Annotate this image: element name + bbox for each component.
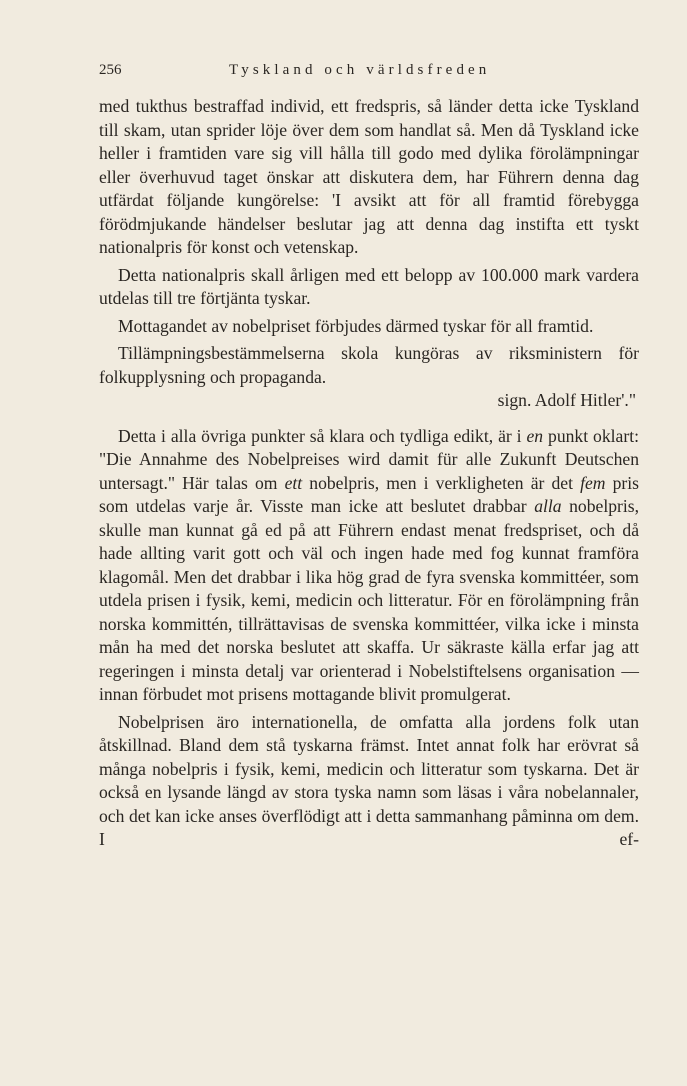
paragraph-5-text-e: nobelpris, skulle man kunnat gå ed på att Führern endast menat fredspriset, och då hade allting varit gott och väl och ingen hade med fog kunnat framföra klagomål. Men det drabbar i lika hög grad de fyra svenska kommittéer, som utdela prisen i fysik, kemi, medicin och litteratur. För en förolämpning från norska kommittén, tillrättavisas de svenska kommittéer, vilka icke i minsta mån ha med det norska beslutet att skaffa. Ur säkraste källa erfar jag att regeringen i minsta detalj var orienterad i Nobelstiftelsens organisation — innan förbudet mot prisens mottagande blivit promulgerat.	[99, 496, 639, 704]
running-head	[99, 60, 639, 86]
paragraph-5-text-c: nobelpris, men i verkligheten är det	[302, 472, 581, 493]
signature: sign. Adolf Hitler'."	[497, 390, 636, 410]
paragraph-1: med tukthus bestraffad individ, ett fredspris, så länder detta icke Tyskland till skam, utan sprider löje över dem som handlat så. Men då Tyskland icke heller i framtiden vare sig vill hålla till godo med dylika förolämpningar eller överhuvud taget önskar att diskutera dem, har Führern denna dag utfärdat följande kungörelse: 'I avsikt att för all framtid förebygga förödmjukande händelser beslutar jag att denna dag instifta ett tyskt nationalpris för konst och vetenskap.	[99, 96, 639, 257]
paragraph-4: Tillämpningsbestämmelserna skola kungöras av riksministern för folkupplysning och propaganda.	[99, 343, 639, 387]
page-number: 256	[99, 62, 122, 78]
running-title: Tyskland och världsfreden	[229, 62, 491, 78]
paragraph-2: Detta nationalpris skall årligen med ett belopp av 100.000 mark vardera utdelas till tre förtjänta tyskar.	[99, 264, 639, 308]
paragraph-5-text-d: pris som utdelas varje år. Visste man icke att beslutet drabbar	[99, 472, 639, 516]
paragraph-5-emphasis-alla: alla	[534, 496, 562, 516]
paragraph-6: Nobelprisen äro internationella, de omfatta alla jordens folk utan åtskillnad. Bland dem stå tyskarna främst. Intet annat folk har erövrat så många nobelpris i fysik, kemi, medicin och litteratur som tyskarna. Det är också en lysande längd av stora tyska namn som läsas i våra nobelannaler, och det kan icke anses överflödigt att i detta sammanhang påminna om dem. I ef-	[99, 711, 639, 849]
paragraph-5-emphasis-fem: fem	[580, 472, 606, 493]
paragraph-5-emphasis-en: en	[526, 425, 544, 446]
paragraph-5	[99, 425, 639, 707]
paragraph-5-emphasis-ett: ett	[284, 472, 303, 493]
body-text	[99, 95, 639, 852]
paragraph-5-text-a: Detta i alla övriga punkter så klara och tydliga edikt, är i	[118, 425, 527, 446]
paragraph-3: Mottagandet av nobelpriset förbjudes därmed tyskar för all framtid.	[118, 315, 594, 336]
paragraph-5-text-b: punkt oklart: "Die Annahme des Nobelpreises wird damit für alle Zukunft Deutschen untersagt." Här talas om	[99, 425, 639, 493]
